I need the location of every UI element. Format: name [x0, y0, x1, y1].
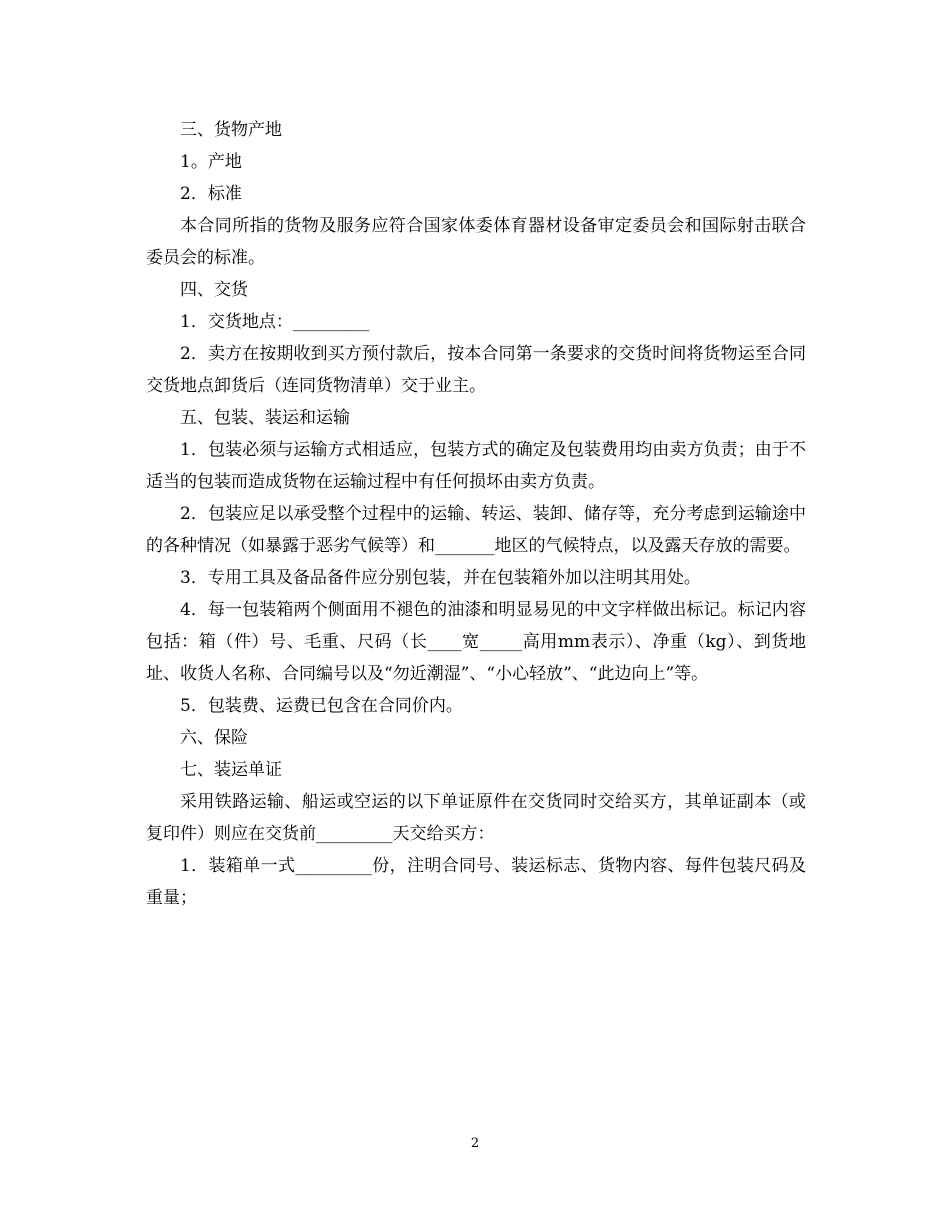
section-heading-origin: 三、货物产地 [180, 120, 282, 140]
section-heading-insurance: 六、保险 [180, 728, 248, 748]
clause-packing-3: 3．专用工具及备品备件应分别包装，并在包装箱外加以注明其用处。 [180, 568, 701, 588]
page-number: 2 [470, 1136, 480, 1151]
clause-standard-text: 本合同所指的货物及服务应符合国家体委体育器材设备审定委员会和国际射击联合委员会的标准。 [146, 216, 806, 268]
clause-packing-list: 1．装箱单一式_________份，注明合同号、装运标志、货物内容、每件包装尺码及重量； [146, 856, 806, 908]
section-heading-packing: 五、包装、装运和运输 [180, 408, 350, 428]
clause-origin-place: 1。产地 [180, 152, 242, 172]
clause-packing-1: 1．包装必须与运输方式相适应，包装方式的确定及包装费用均由卖方负责；由于不适当的包装而造成货物在运输过程中有任何损坏由卖方负责。 [146, 440, 806, 492]
clause-delivery-terms: 2．卖方在按期收到买方预付款后，按本合同第一条要求的交货时间将货物运至合同交货地点卸货后（连同货物清单）交于业主。 [146, 344, 806, 396]
section-heading-delivery: 四、交货 [180, 280, 248, 300]
clause-delivery-location: 1．交货地点：_________ [180, 312, 370, 332]
clause-standard: 2．标准 [180, 184, 242, 204]
clause-shipping-docs-text: 采用铁路运输、船运或空运的以下单证原件在交货同时交给买方，其单证副本（或复印件）则应在交货前_________天交给买方： [146, 792, 806, 844]
section-heading-shipping-docs: 七、装运单证 [180, 760, 282, 780]
clause-packing-2: 2．包装应足以承受整个过程中的运输、转运、装卸、储存等，充分考虑到运输途中的各种情况（如暴露于恶劣气候等）和_______地区的气候特点，以及露天存放的需要。 [146, 504, 806, 556]
clause-packing-4: 4．每一包装箱两个侧面用不褪色的油漆和明显易见的中文字样做出标记。标记内容包括：箱（件）号、毛重、尺码（长____宽_____高用mm表示）、净重（kg）、到货地址、收货人名称、合同编号以及“勿近潮湿”、“小心轻放”、“此边向上”等。 [146, 600, 806, 684]
clause-packing-5: 5．包装费、运费已包含在合同价内。 [180, 696, 463, 716]
document-body [146, 114, 806, 914]
